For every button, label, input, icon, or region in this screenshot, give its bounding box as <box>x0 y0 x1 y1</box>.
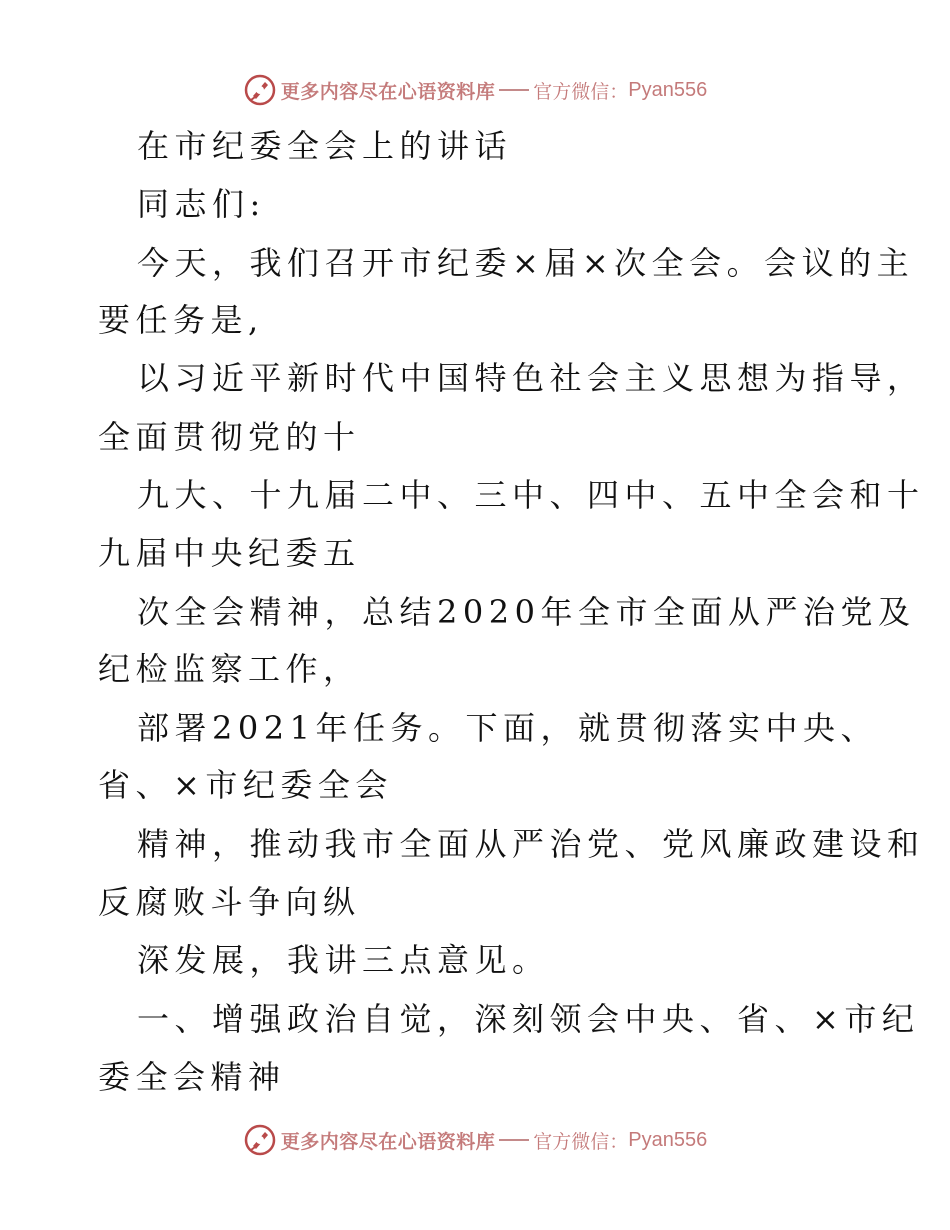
paragraph-line: 精神，推动我市全面从严治党、党风廉政建设和 <box>137 825 925 863</box>
paragraph-line: 以习近平新时代中国特色社会主义思想为指导， <box>137 359 925 397</box>
banner-title: 更多内容尽在心语资料库 <box>280 1130 496 1153</box>
paragraph-line: 九届中央纪委五 <box>98 534 361 572</box>
paragraph-line: 反腐败斗争向纵 <box>98 883 361 921</box>
salutation: 同志们: <box>137 185 266 223</box>
banner-wechat-label: 官方微信： <box>533 1130 629 1153</box>
paragraph-line: 次全会精神，总结2020年全市全面从严治党及 <box>137 593 916 631</box>
paragraph-line: 今天，我们召开市纪委×届×次全会。会议的主 <box>137 244 915 282</box>
paragraph-line: 纪检监察工作， <box>98 650 361 688</box>
banner-separator <box>499 1139 529 1141</box>
quill-logo-icon <box>243 73 277 107</box>
paragraph-line: 全面贯彻党的十 <box>98 418 361 456</box>
banner-title: 更多内容尽在心语资料库 <box>280 80 496 103</box>
banner-wechat-label: 官方微信： <box>533 80 629 103</box>
banner-separator <box>499 89 529 91</box>
section-heading: 一、增强政治自觉，深刻领会中央、省、×市纪 <box>137 1000 920 1038</box>
quill-logo-icon <box>243 1123 277 1157</box>
header-watermark <box>0 70 950 110</box>
paragraph-line: 深发展，我讲三点意见。 <box>137 941 550 979</box>
paragraph-line: 省、×市纪委全会 <box>98 766 393 804</box>
banner-wechat-id: Pyan556 <box>628 78 708 101</box>
document-title: 在市纪委全会上的讲话 <box>137 127 513 165</box>
paragraph-line: 九大、十九届二中、三中、四中、五中全会和十 <box>137 476 925 514</box>
paragraph-line: 部署2021年任务。下面，就贯彻落实中央、 <box>137 709 878 747</box>
banner-wechat-id: Pyan556 <box>628 1128 708 1151</box>
footer-watermark <box>0 1120 950 1160</box>
paragraph-line: 要任务是, <box>98 301 264 339</box>
section-heading-continued: 委全会精神 <box>98 1058 286 1096</box>
